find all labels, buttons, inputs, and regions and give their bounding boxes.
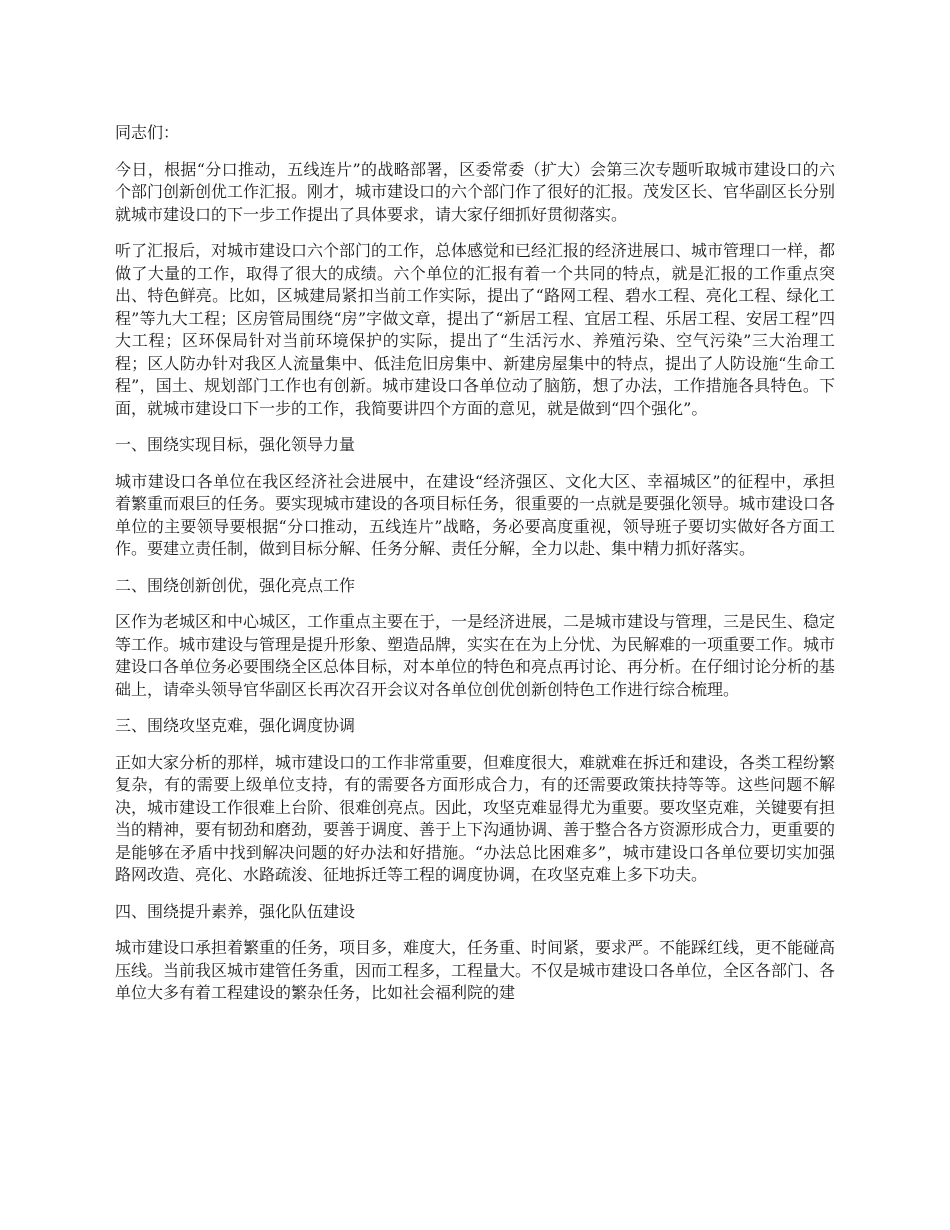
document-page — [115, 122, 835, 1019]
salutation: 同志们： — [115, 123, 180, 142]
section-heading-3: 三、围绕攻坚克难，强化调度协调 — [115, 716, 356, 735]
intro-paragraph-2: 听了汇报后，对城市建设口六个部门的工作，总体感觉和已经汇报的经济进展口、城市管理口一样，都做了大量的工作，取得了很大的成绩。六个单位的汇报有着一个共同的特点，就是汇报的工作重点突出、特色鲜亮。比如，区城建局紧扣当前工作实际，提出了“路网工程、碧水工程、亮化工程、绿化工程”等九大工程；区房管局围绕“房”字做文章，提出了“新居工程、宜居工程、乐居工程、安居工程”四大工程；区环保局针对当前环境保护的实际，提出了“生活污水、养殖污染、空气污染”三大治理工程；区人防办针对我区人流量集中、低洼危旧房集中、新建房屋集中的特点，提出了人防设施“生命工程”，国土、规划部门工作也有创新。城市建设口各单位动了脑筋，想了办法，工作措施各具特色。下面，就城市建设口下一步的工作，我简要讲四个方面的意见，就是做到“四个强化”。 — [115, 241, 836, 418]
intro-paragraph-1: 今日，根据“分口推动，五线连片”的战略部署，区委常委（扩大）会第三次专题听取城市建设口的六个部门创新创优工作汇报。刚才，城市建设口的六个部门作了很好的汇报。茂发区长、官华副区长分别就城市建设口的下一步工作提出了具体要求，请大家仔细抓好贯彻落实。 — [115, 159, 836, 224]
section-body-2: 区作为老城区和中心城区，工作重点主要在于，一是经济进展，二是城市建设与管理，三是民生、稳定等工作。城市建设与管理是提升形象、塑造品牌，实实在在为上分忧、为民解难的一项重要工作。城市建设口各单位务必要围绕全区总体目标，对本单位的特色和亮点再讨论、再分析。在仔细讨论分析的基础上，请牵头领导官华副区长再次召开会议对各单位创优创新创特色工作进行综合梳理。 — [115, 612, 836, 699]
section-heading-1: 一、围绕实现目标，强化领导力量 — [115, 435, 356, 454]
section-heading-2: 二、围绕创新创优，强化亮点工作 — [115, 575, 356, 595]
section-body-3: 正如大家分析的那样，城市建设口的工作非常重要，但难度很大，难就难在拆迁和建设，各类工程纷繁复杂，有的需要上级单位支持，有的需要各方面形成合力，有的还需要政策扶持等等。这些问题不解决，城市建设工作很难上台阶、很难创亮点。因此，攻坚克难显得尤为重要。要攻坚克难，关键要有担当的精神，要有韧劲和磨劲，要善于调度、善于上下沟通协调、善于整合各方资源形成合力，更重要的是能够在矛盾中找到解决问题的好办法和好措施。“办法总比困难多”，城市建设口各单位要切实加强路网改造、亮化、水路疏浚、征地拆迁等工程的调度协调，在攻坚克难上多下功夫。 — [115, 752, 836, 884]
section-body-4: 城市建设口承担着繁重的任务，项目多，难度大，任务重、时间紧，要求严。不能踩红线，更不能碰高压线。当前我区城市建管任务重，因而工程多，工程量大。不仅是城市建设口各单位，全区各部门、各单位大多有着工程建设的繁杂任务，比如社会福利院的建 — [115, 938, 836, 1002]
section-heading-4: 四、围绕提升素养，强化队伍建设 — [115, 901, 356, 921]
section-body-1: 城市建设口各单位在我区经济社会进展中，在建设“经济强区、文化大区、幸福城区”的征程中，承担着繁重而艰巨的任务。要实现城市建设的各项目标任务，很重要的一点就是要强化领导。城市建设口各单位的主要领导要根据“分口推动，五线连片”战略，务必要高度重视，领导班子要切实做好各方面工作。要建立责任制，做到目标分解、任务分解、责任分解，全力以赴、集中精力抓好落实。 — [115, 471, 836, 558]
